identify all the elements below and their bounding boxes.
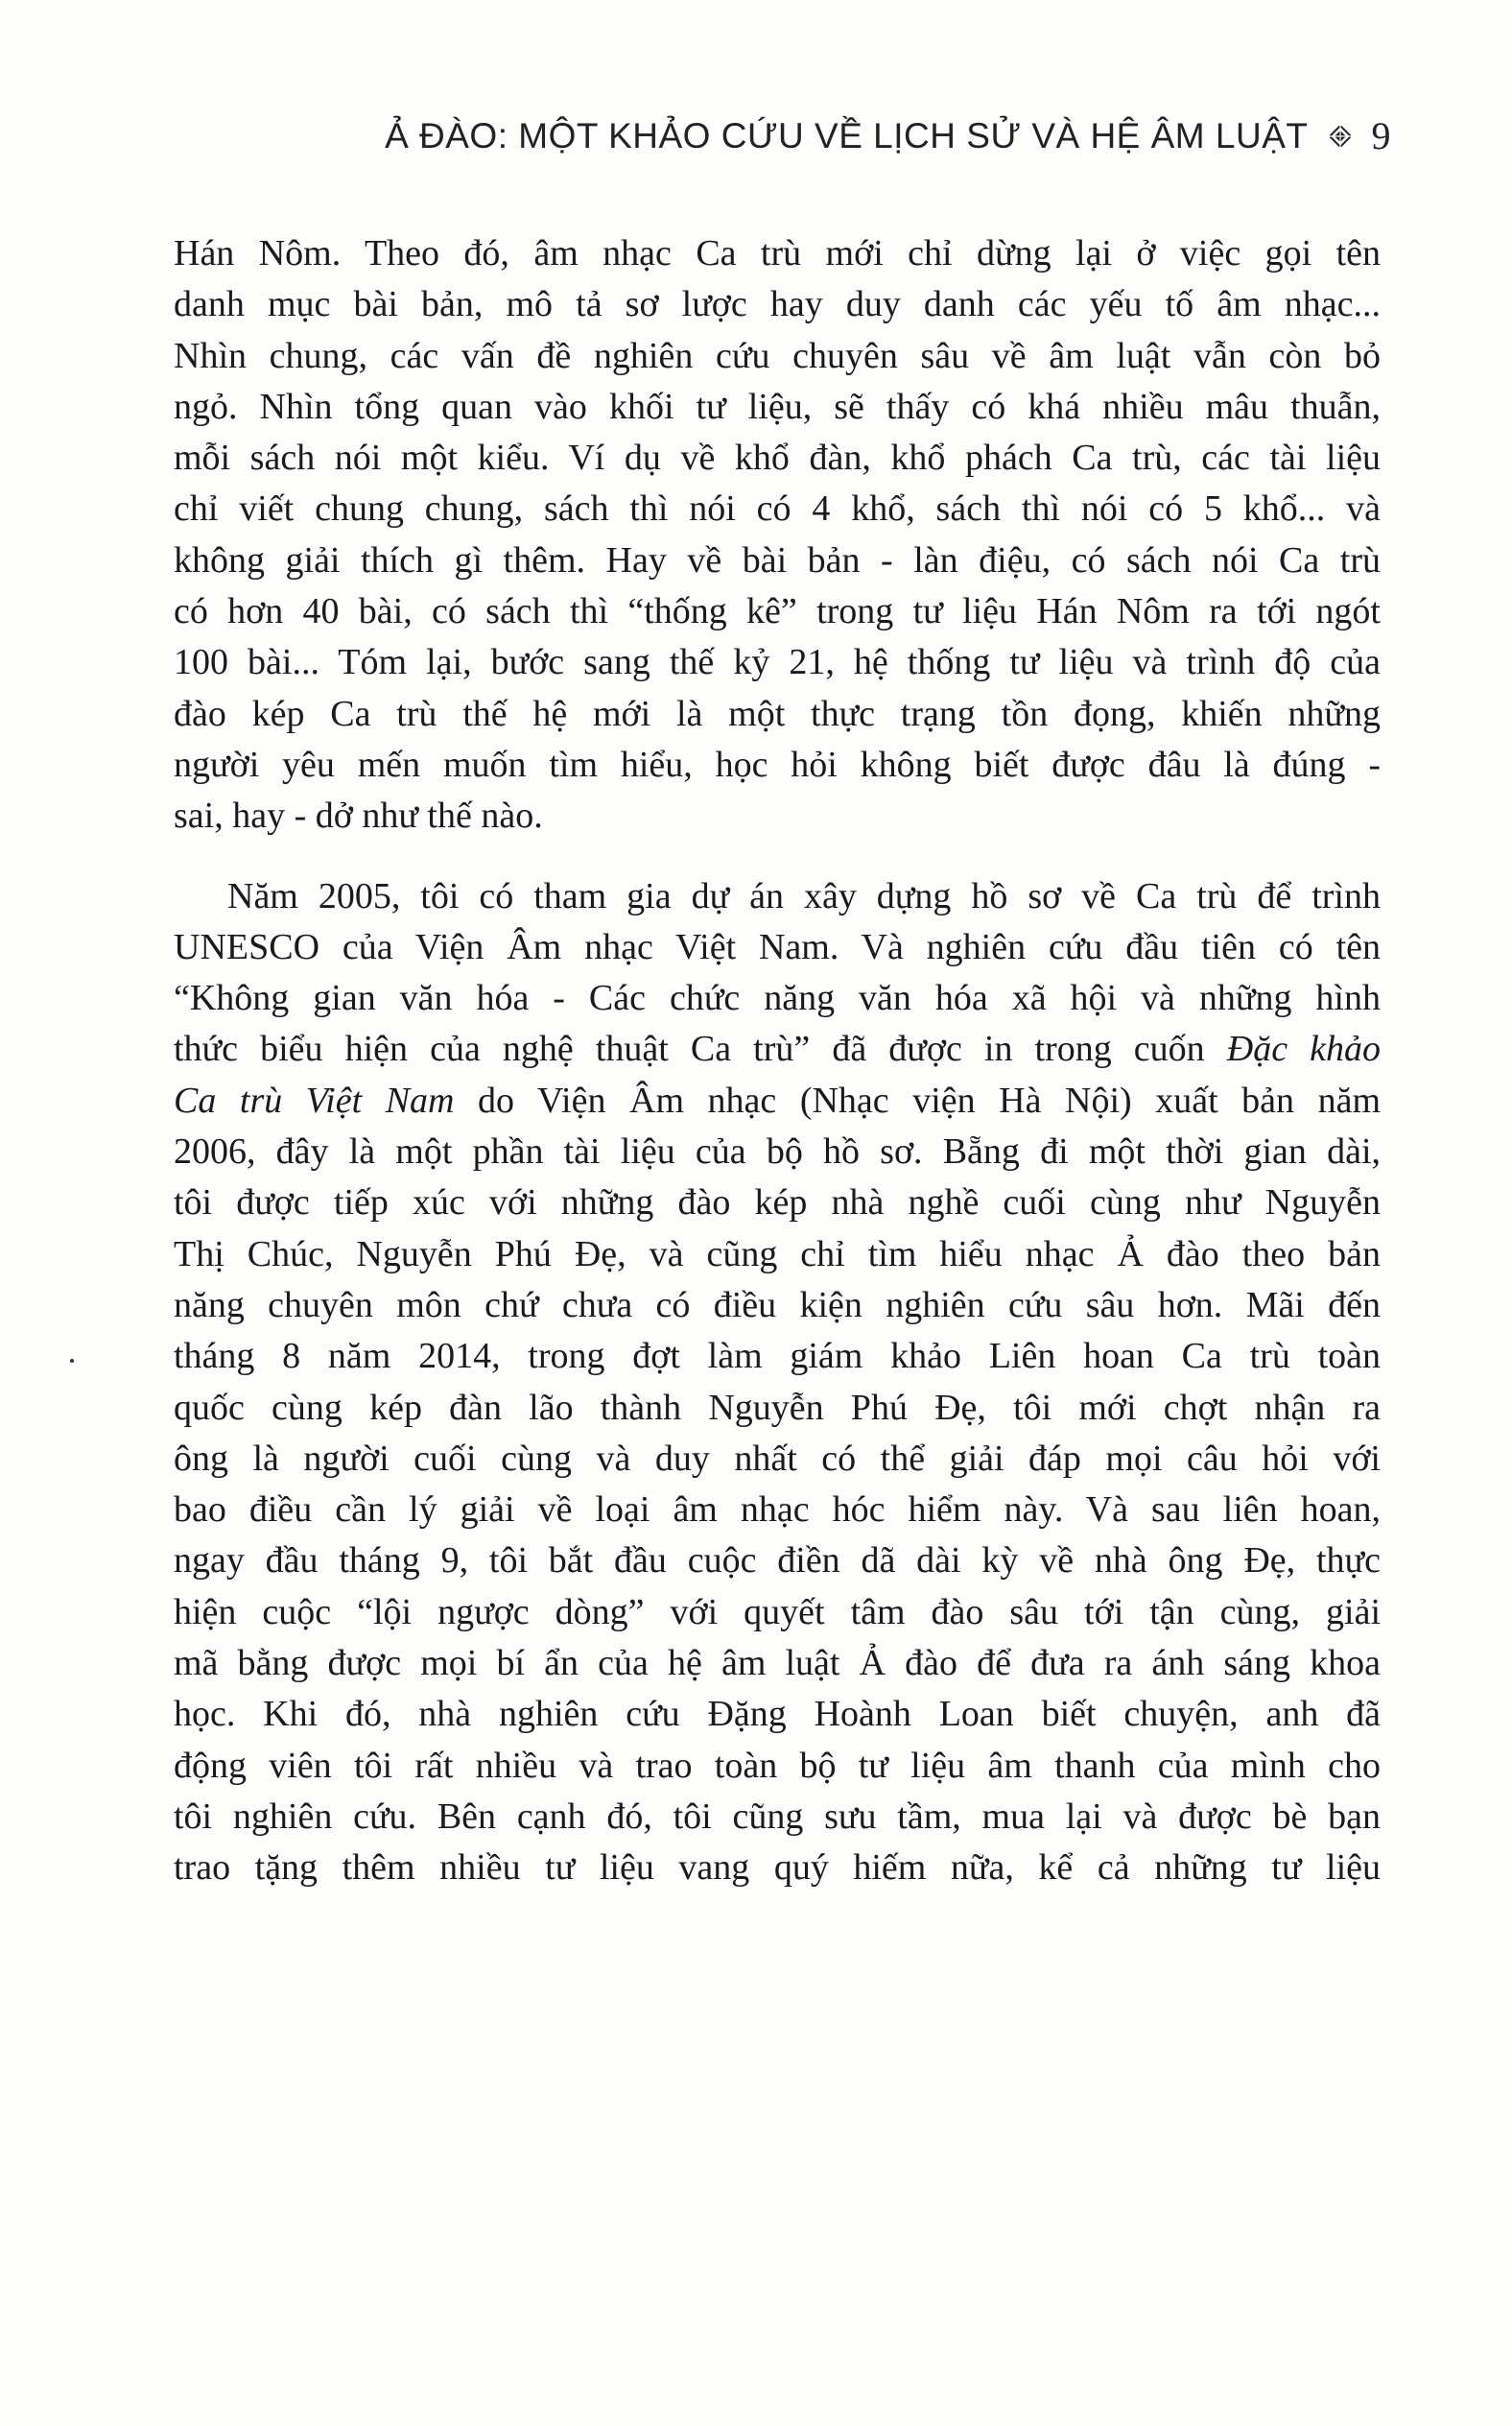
- body-text: [174, 228, 1381, 1894]
- text-span: thức biểu hiện của nghệ thuật Ca trù” đã được in trong cuốn: [174, 1029, 1227, 1070]
- text-line: ông là người cuối cùng và duy nhất có thể giải đáp mọi câu hỏi với: [174, 1438, 1381, 1479]
- text-line: bao điều cần lý giải về loại âm nhạc hóc hiểm này. Và sau liên hoan,: [174, 1489, 1381, 1531]
- text-line: chỉ viết chung chung, sách thì nói có 4 khổ, sách thì nói có 5 khổ... và: [174, 488, 1381, 530]
- text-line: có hơn 40 bài, có sách thì “thống kê” trong tư liệu Hán Nôm ra tới ngót: [174, 591, 1381, 632]
- text-line: học. Khi đó, nhà nghiên cứu Đặng Hoành Loan biết chuyện, anh đã: [174, 1694, 1381, 1735]
- text-line: năng chuyên môn chứ chưa có điều kiện nghiên cứu sâu hơn. Mãi đến: [174, 1284, 1381, 1325]
- text-line: ngỏ. Nhìn tổng quan vào khối tư liệu, sẽ thấy có khá nhiều mâu thuẫn,: [174, 386, 1381, 427]
- text-line: mã bằng được mọi bí ẩn của hệ âm luật Ả đào để đưa ra ánh sáng khoa: [174, 1643, 1381, 1684]
- paragraph-2: [174, 871, 1381, 1894]
- text-line: trao tặng thêm nhiều tư liệu vang quý hiếm nữa, kể cả những tư liệu: [174, 1847, 1381, 1889]
- text-line: UNESCO của Viện Âm nhạc Việt Nam. Và nghiên cứu đầu tiên có tên: [174, 926, 1381, 967]
- diamond-ornament-icon: [1330, 126, 1351, 147]
- text-line: tôi được tiếp xúc với những đào kép nhà nghề cuối cùng như Nguyễn: [174, 1182, 1381, 1224]
- text-line: 2006, đây là một phần tài liệu của bộ hồ sơ. Bẵng đi một thời gian dài,: [174, 1131, 1381, 1173]
- text-line: mỗi sách nói một kiểu. Ví dụ về khổ đàn, khổ phách Ca trù, các tài liệu: [174, 438, 1381, 479]
- text-line: Thị Chúc, Nguyễn Phú Đẹ, và cũng chỉ tìm hiểu nhạc Ả đào theo bản: [174, 1233, 1381, 1274]
- text-line: ngay đầu tháng 9, tôi bắt đầu cuộc điền dã dài kỳ về nhà ông Đẹ, thực: [174, 1540, 1381, 1582]
- text-line: động viên tôi rất nhiều và trao toàn bộ tư liệu âm thanh của mình cho: [174, 1745, 1381, 1786]
- paragraph-gap: [174, 843, 1381, 871]
- book-title-part-2: Ca trù Việt Nam: [174, 1080, 455, 1121]
- page-number: 9: [1371, 114, 1391, 157]
- text-line: danh mục bài bản, mô tả sơ lược hay duy danh các yếu tố âm nhạc...: [174, 284, 1381, 325]
- running-title: Ả ĐÀO: MỘT KHẢO CỨU VỀ LỊCH SỬ VÀ HỆ ÂM LUẬT: [385, 115, 1309, 155]
- text-line: sai, hay - dở như thế nào.: [174, 796, 543, 837]
- text-line: tôi nghiên cứu. Bên cạnh đó, tôi cũng sưu tầm, mua lại và được bè bạn: [174, 1796, 1381, 1837]
- text-line: [174, 1024, 1381, 1075]
- text-line: 100 bài... Tóm lại, bước sang thế kỷ 21, hệ thống tư liệu và trình độ của: [174, 642, 1381, 683]
- text-line: tháng 8 năm 2014, trong đợt làm giám khảo Liên hoan Ca trù toàn: [174, 1336, 1381, 1377]
- text-line: không giải thích gì thêm. Hay về bài bản - làn điệu, có sách nói Ca trù: [174, 539, 1381, 581]
- text-line: đào kép Ca trù thế hệ mới là một thực trạng tồn đọng, khiến những: [174, 693, 1381, 734]
- text-line: [174, 1076, 1381, 1127]
- text-line: người yêu mến muốn tìm hiểu, học hỏi không biết được đâu là đúng -: [174, 744, 1381, 785]
- text-line: hiện cuộc “lội ngược dòng” với quyết tâm đào sâu tới tận cùng, giải: [174, 1591, 1381, 1632]
- text-line: Nhìn chung, các vấn đề nghiên cứu chuyên sâu về âm luật vẫn còn bỏ: [174, 335, 1381, 376]
- text-line: quốc cùng kép đàn lão thành Nguyễn Phú Đẹ, tôi mới chợt nhận ra: [174, 1387, 1381, 1428]
- paragraph-1: [174, 228, 1381, 843]
- text-line: Năm 2005, tôi có tham gia dự án xây dựng hồ sơ về Ca trù để trình: [227, 875, 1381, 916]
- book-title-part-1: Đặc khảo: [1226, 1029, 1381, 1070]
- running-header: [385, 113, 1391, 158]
- stray-ink-mark: [70, 1359, 74, 1363]
- text-line: Hán Nôm. Theo đó, âm nhạc Ca trù mới chỉ dừng lại ở việc gọi tên: [174, 233, 1381, 274]
- text-span: do Viện Âm nhạc (Nhạc viện Hà Nội) xuất bản năm: [454, 1080, 1381, 1121]
- text-line: “Không gian văn hóa - Các chức năng văn hóa xã hội và những hình: [174, 978, 1381, 1019]
